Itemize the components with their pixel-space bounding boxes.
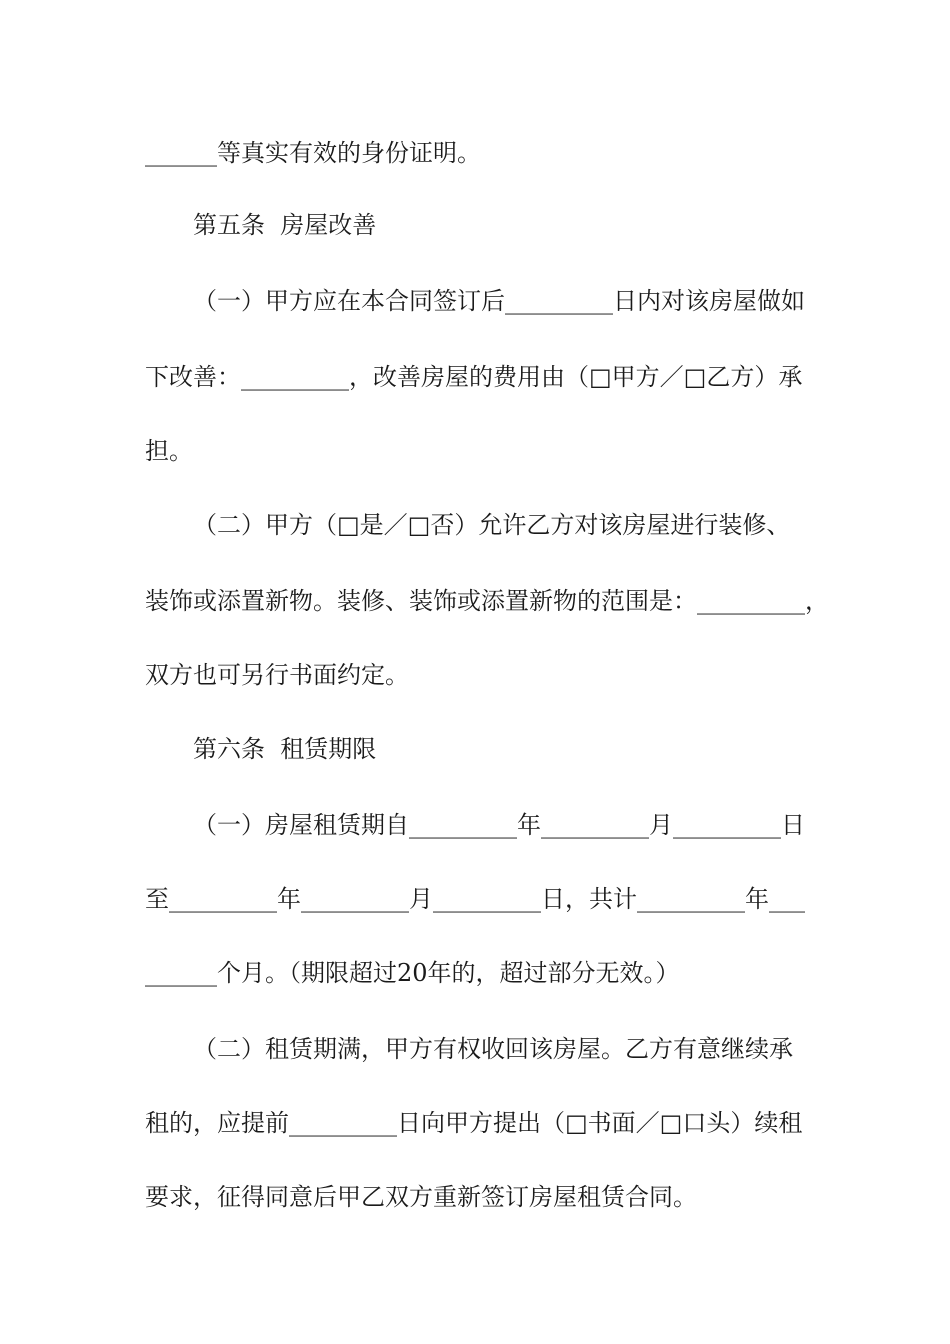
paragraph-line-8: 双方也可另行书面约定。 xyxy=(145,661,409,689)
paragraph-line-10: （一）房屋租赁期自_________年_________月_________日 xyxy=(193,811,805,839)
article-5-heading: 第五条 房屋改善 xyxy=(193,211,377,239)
paragraph-line-3: （一）甲方应在本合同签订后_________日内对该房屋做如 xyxy=(193,287,805,315)
article-6-heading: 第六条 租赁期限 xyxy=(193,735,377,763)
paragraph-line-11: 至_________年_________月_________日，共计_________年___ xyxy=(145,885,805,913)
paragraph-line-14: 租的，应提前_________日向甲方提出（□书面／□口头）续租 xyxy=(145,1109,803,1137)
paragraph-line-15: 要求，征得同意后甲乙双方重新签订房屋租赁合同。 xyxy=(145,1183,697,1211)
paragraph-line-1: ______等真实有效的身份证明。 xyxy=(145,139,481,167)
paragraph-line-5: 担。 xyxy=(145,437,193,465)
paragraph-line-6: （二）甲方（□是／□否）允许乙方对该房屋进行装修、 xyxy=(193,511,791,539)
paragraph-line-4: 下改善：_________，改善房屋的费用由（□甲方／□乙方）承 xyxy=(145,363,803,391)
paragraph-line-12: ______个月。（期限超过20年的，超过部分无效。） xyxy=(145,959,680,987)
paragraph-line-13: （二）租赁期满，甲方有权收回该房屋。乙方有意继续承 xyxy=(193,1035,793,1063)
paragraph-line-7: 装饰或添置新物。装修、装饰或添置新物的范围是：_________， xyxy=(145,587,829,615)
